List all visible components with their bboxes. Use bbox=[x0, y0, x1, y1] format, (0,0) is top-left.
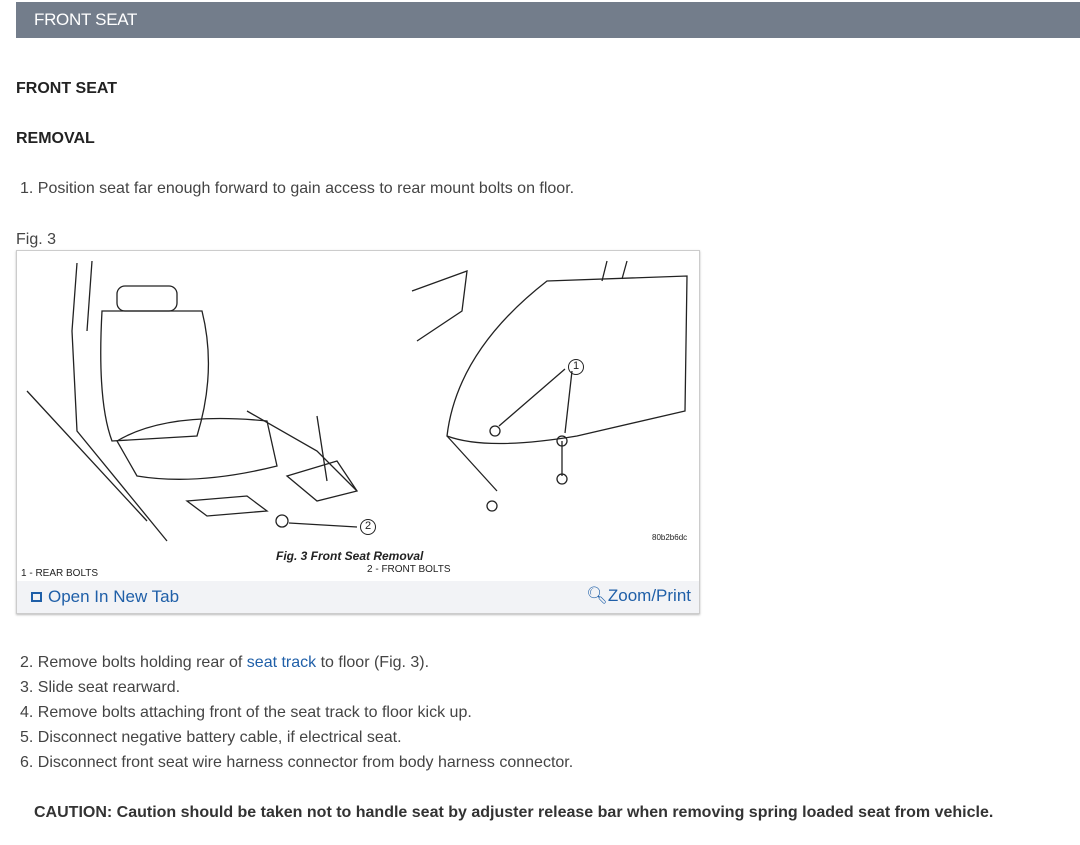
figure bbox=[16, 250, 700, 614]
figure-code: 80b2b6dc bbox=[652, 533, 688, 542]
step-4: 4. Remove bolts attaching front of the seat track to floor kick up. bbox=[20, 704, 472, 721]
step-6: 6. Disconnect front seat wire harness connector from body harness connector. bbox=[20, 754, 574, 771]
zoom-icon: 🔍︎ bbox=[586, 586, 608, 605]
callout-2: 2 bbox=[360, 519, 376, 535]
section-header: FRONT SEAT bbox=[16, 2, 1080, 38]
figure-caption: Fig. 3 Front Seat Removal bbox=[276, 549, 424, 563]
legend-rear-bolts: 1 - REAR BOLTS bbox=[21, 568, 99, 579]
step-3: 3. Slide seat rearward. bbox=[20, 679, 181, 696]
caution-note: CAUTION: Caution should be taken not to handle seat by adjuster release bar when removing spring loaded seat from vehicle. bbox=[34, 804, 994, 821]
seat-illustration bbox=[17, 251, 699, 551]
figure-toolbar bbox=[17, 581, 699, 613]
figure-label: Fig. 3 bbox=[16, 231, 57, 248]
callout-1: 1 bbox=[568, 359, 584, 375]
step-5: 5. Disconnect negative battery cable, if electrical seat. bbox=[20, 729, 402, 746]
legend-front-bolts: 2 - FRONT BOLTS bbox=[367, 564, 451, 575]
step-1: 1. Position seat far enough forward to gain access to rear mount bolts on floor. bbox=[20, 180, 575, 197]
section-title: FRONT SEAT bbox=[16, 80, 118, 97]
open-new-tab-link[interactable]: Open In New Tab bbox=[31, 587, 179, 607]
subsection-title: REMOVAL bbox=[16, 130, 95, 147]
step-2: 2. Remove bolts holding rear of seat track to floor (Fig. 3). bbox=[20, 654, 430, 671]
open-tab-icon bbox=[31, 592, 42, 602]
seat-track-link[interactable]: seat track bbox=[246, 654, 317, 671]
zoom-print-link[interactable]: 🔍︎Zoom/Print bbox=[586, 586, 691, 605]
